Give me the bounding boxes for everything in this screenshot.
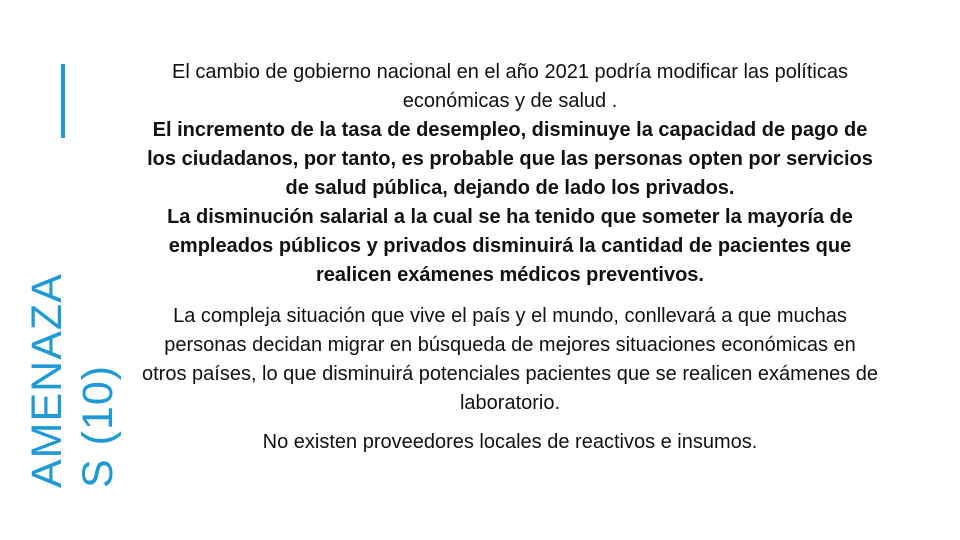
paragraph-migration: La compleja situación que vive el país y el mundo, conllevará a que muchas personas decidan migrar en búsqueda de mejores situaciones económicas en otros países, lo que disminuirá potenciales pacientes que se realicen exámenes de laboratorio. (142, 305, 878, 414)
slide-content (140, 58, 880, 457)
slide-title-line-1: AMENAZA (23, 273, 71, 488)
accent-bar (61, 64, 65, 138)
paragraph-unemployment: El incremento de la tasa de desempleo, disminuye la capacidad de pago de los ciudadanos, por tanto, es probable que las personas opten por servicios de salud pública, dejando de lado los privados. (147, 119, 873, 199)
paragraph-suppliers: No existen proveedores locales de reactivos e insumos. (262, 431, 758, 453)
paragraph-government-change: El cambio de gobierno nacional en el año 2021 podría modificar las políticas económicas y de salud . (172, 61, 848, 112)
slide-title-line-2: S (10) (74, 364, 122, 488)
slide-title (22, 188, 124, 488)
paragraph-salary-reduction: La disminución salarial a la cual se ha tenido que someter la mayoría de empleados públicos y privados disminuirá la cantidad de pacientes que realicen exámenes médicos preventivos. (167, 206, 853, 286)
